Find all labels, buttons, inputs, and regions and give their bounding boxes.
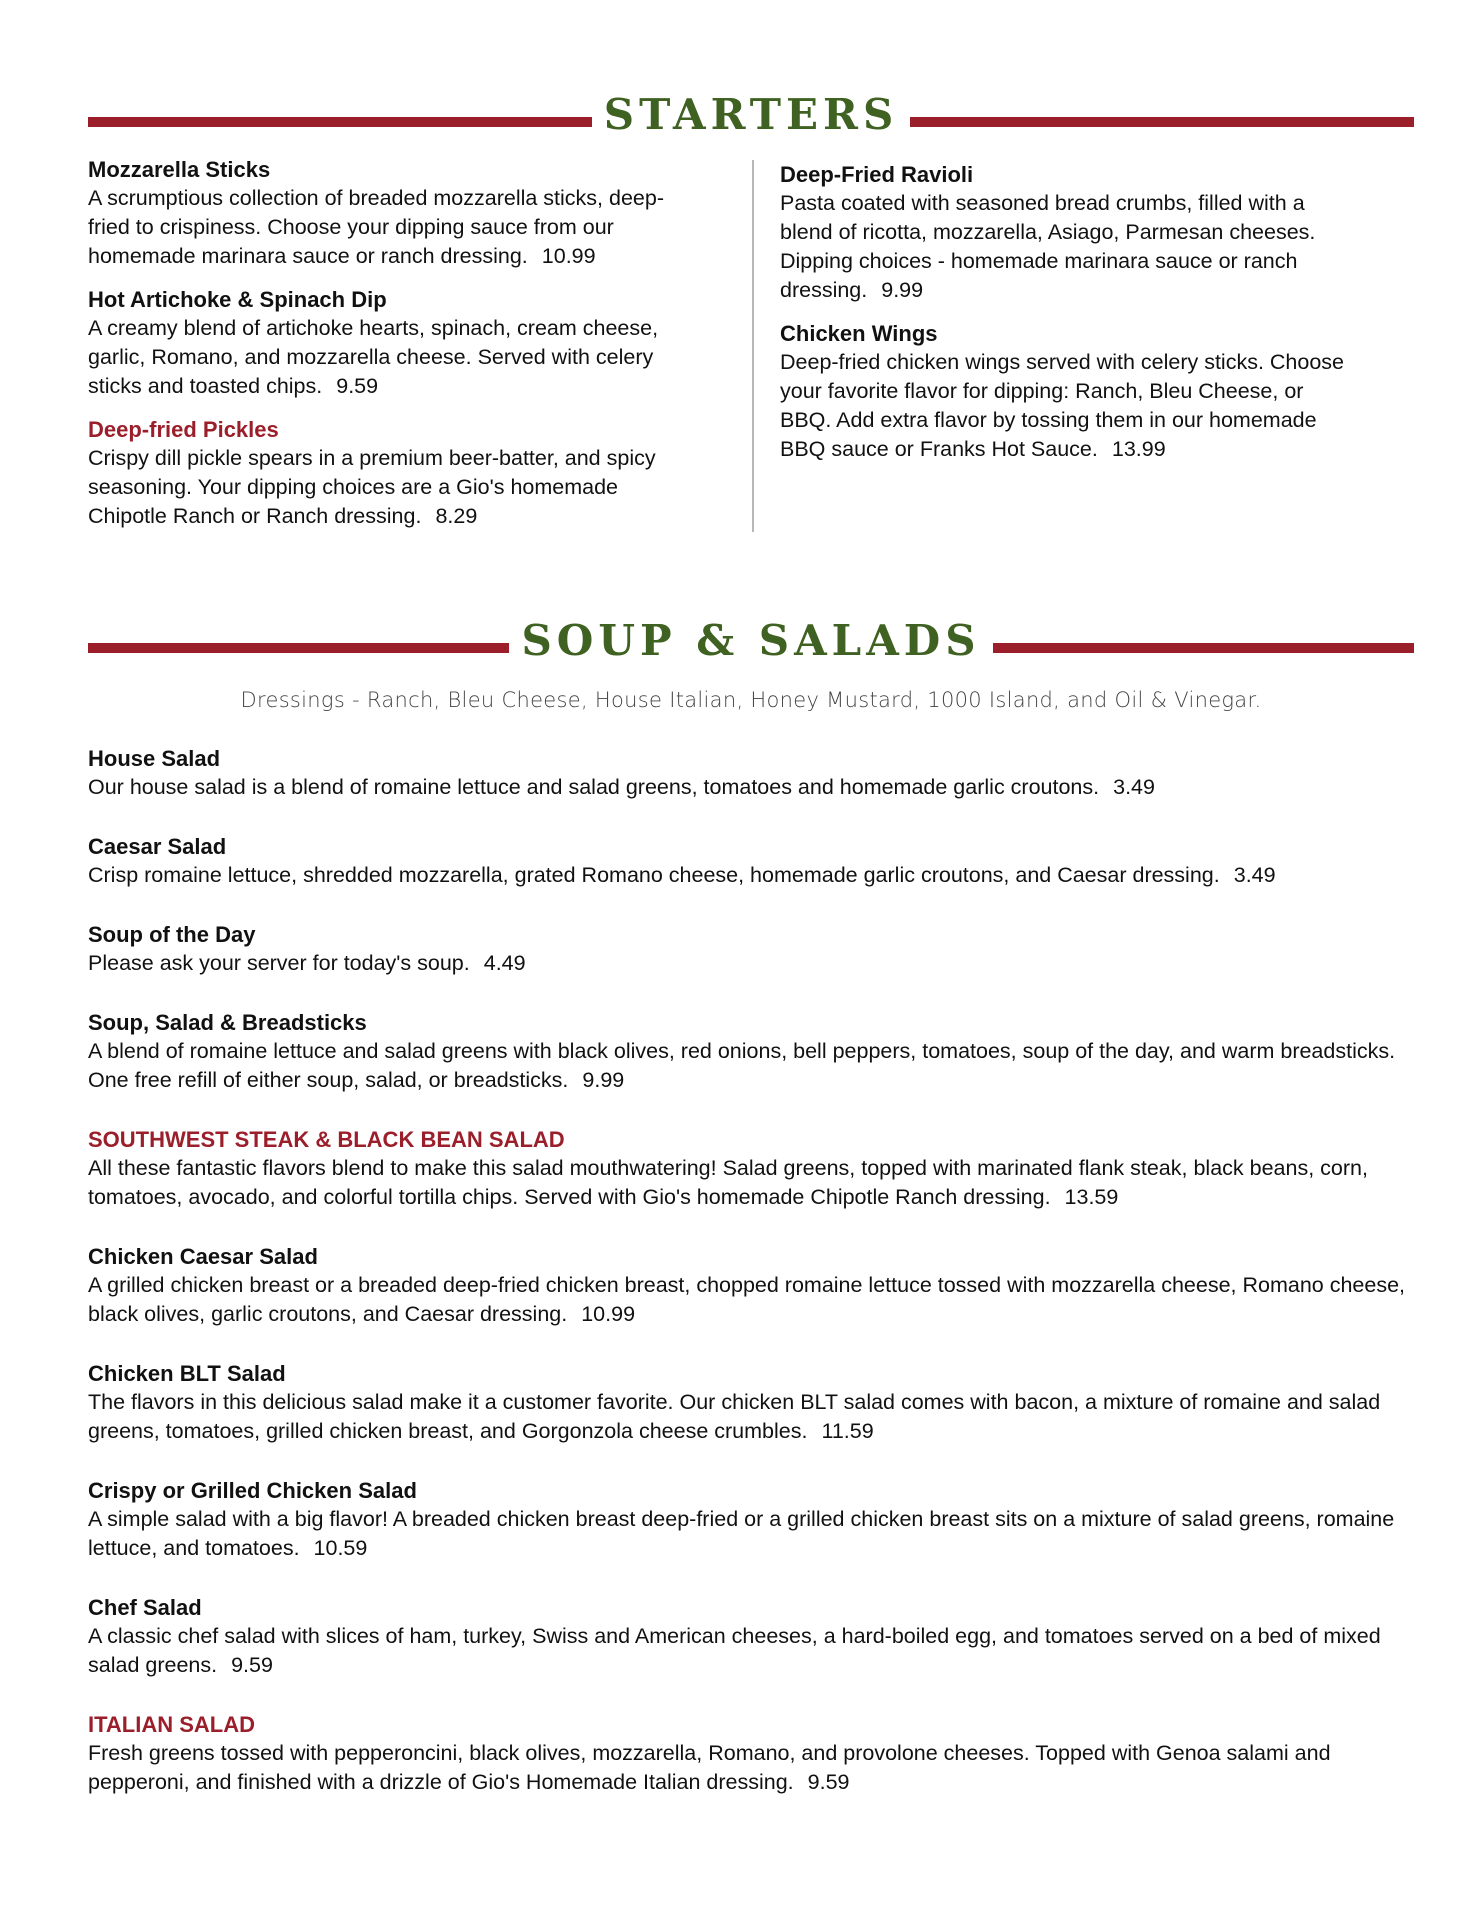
menu-item xyxy=(88,415,678,531)
menu-item-name: Soup, Salad & Breadsticks xyxy=(88,1010,367,1035)
menu-item-description xyxy=(88,773,1414,802)
menu-item-name: Deep-fried Pickles xyxy=(88,417,279,442)
menu-item-name: Soup of the Day xyxy=(88,922,256,947)
menu-item-price: 13.99 xyxy=(1111,437,1166,461)
menu-item-description-text: Crispy dill pickle spears in a premium beer-batter, and spicy seasoning. Your dipping choices are a Gio's homemade Chipotle Ranch or Ranch dressing. xyxy=(88,446,656,528)
menu-item-description xyxy=(88,1037,1414,1095)
menu-item-name: Chicken Wings xyxy=(780,321,938,346)
menu-item-description-text: Pasta coated with seasoned bread crumbs, filled with a blend of ricotta, mozzarella, Asiago, Parmesan cheeses. Dipping choices - homemade marinara sauce or ranch dressing. xyxy=(780,191,1316,302)
menu-item xyxy=(780,319,1360,464)
menu-item-price: 10.99 xyxy=(581,1302,636,1326)
menu-item-name: House Salad xyxy=(88,746,221,771)
menu-item-price: 3.49 xyxy=(1113,775,1155,799)
menu-item xyxy=(88,1710,1414,1797)
menu-item-name: Chicken Caesar Salad xyxy=(88,1244,318,1269)
soups-header xyxy=(88,616,1414,665)
header-rule-left xyxy=(88,643,509,653)
menu-item-description-text: Deep-fried chicken wings served with celery sticks. Choose your favorite flavor for dipping: Ranch, Bleu Cheese, or BBQ. Add extra flavor by tossing them in our homemade BBQ sauce or Franks Hot Sauce. xyxy=(780,350,1345,461)
menu-item-name: ITALIAN SALAD xyxy=(88,1712,256,1737)
soups-title: SOUP & SALADS xyxy=(521,616,981,665)
menu-item-description xyxy=(88,861,1414,890)
menu-item-description xyxy=(88,1388,1414,1446)
menu-item-description xyxy=(88,1505,1414,1563)
menu-item-description xyxy=(88,949,1414,978)
menu-item-price: 4.49 xyxy=(483,951,526,975)
dressings-note: Dressings - Ranch, Bleu Cheese, House Italian, Honey Mustard, 1000 Island, and Oil & Vinegar. xyxy=(240,688,1262,712)
header-rule-right xyxy=(910,117,1414,127)
salads-list xyxy=(88,744,1414,1827)
menu-item-price: 11.59 xyxy=(821,1419,874,1443)
menu-item xyxy=(88,832,1414,890)
starters-header xyxy=(88,90,1414,139)
menu-item-description-text: Crisp romaine lettuce, shredded mozzarella, grated Romano cheese, homemade garlic croutons, and Caesar dressing. xyxy=(88,863,1220,887)
menu-item-name: Hot Artichoke & Spinach Dip xyxy=(88,287,387,312)
menu-item-name: Chef Salad xyxy=(88,1595,202,1620)
menu-item-name: Deep-Fried Ravioli xyxy=(780,162,974,187)
menu-item-price: 10.99 xyxy=(541,244,596,268)
menu-item-price: 9.59 xyxy=(231,1653,273,1677)
menu-item-description xyxy=(88,314,678,401)
starters-right-column xyxy=(780,160,1360,478)
menu-item xyxy=(88,1359,1414,1446)
menu-item xyxy=(88,1593,1414,1680)
menu-item xyxy=(780,160,1360,305)
menu-item-description-text: Our house salad is a blend of romaine lettuce and salad greens, tomatoes and homemade garlic croutons. xyxy=(88,775,1100,799)
menu-item-description-text: A scrumptious collection of breaded mozzarella sticks, deep-fried to crispiness. Choose your dipping sauce from our homemade marinara sauce or ranch dressing. xyxy=(88,186,664,268)
menu-item-description-text: Please ask your server for today's soup. xyxy=(88,951,470,975)
menu-item-price: 13.59 xyxy=(1064,1185,1119,1209)
menu-item-price: 9.99 xyxy=(881,278,924,302)
menu-item-name: Caesar Salad xyxy=(88,834,227,859)
menu-item-name: SOUTHWEST STEAK & BLACK BEAN SALAD xyxy=(88,1127,565,1152)
menu-item-price: 9.99 xyxy=(582,1068,625,1092)
menu-item xyxy=(88,744,1414,802)
menu-item-price: 8.29 xyxy=(435,504,478,528)
menu-item-description-text: A classic chef salad with slices of ham, turkey, Swiss and American cheeses, a hard-boiled egg, and tomatoes served on a bed of mixed salad greens. xyxy=(88,1624,1381,1677)
menu-item xyxy=(88,1125,1414,1212)
menu-item-description xyxy=(88,1154,1414,1212)
menu-item-description-text: All these fantastic flavors blend to make this salad mouthwatering! Salad greens, topped with marinated flank steak, black beans, corn, tomatoes, avocado, and colorful tortilla chips. Served with Gio's homemade Chipotle Ranch dressing. xyxy=(88,1156,1368,1209)
menu-item xyxy=(88,1008,1414,1095)
header-rule-right xyxy=(993,643,1414,653)
starters-left-column xyxy=(88,155,678,545)
menu-item-name: Mozzarella Sticks xyxy=(88,157,271,182)
menu-item xyxy=(88,920,1414,978)
menu-item-description-text: A blend of romaine lettuce and salad greens with black olives, red onions, bell peppers, tomatoes, soup of the day, and warm breadsticks. One free refill of either soup, salad, or breadsticks. xyxy=(88,1039,1396,1092)
menu-item xyxy=(88,1476,1414,1563)
menu-item xyxy=(88,1242,1414,1329)
starters-title: STARTERS xyxy=(603,90,899,139)
menu-item-description xyxy=(780,189,1360,305)
menu-item-price: 9.59 xyxy=(336,374,379,398)
menu-item-description xyxy=(780,348,1360,464)
menu-item-description-text: A simple salad with a big flavor! A breaded chicken breast deep-fried or a grilled chicken breast sits on a mixture of salad greens, romaine lettuce, and tomatoes. xyxy=(88,1507,1395,1560)
menu-item-name: Chicken BLT Salad xyxy=(88,1361,286,1386)
menu-item-description xyxy=(88,1271,1414,1329)
menu-item-description xyxy=(88,184,678,271)
header-rule-left xyxy=(88,117,592,127)
menu-item-price: 10.59 xyxy=(313,1536,368,1560)
menu-item xyxy=(88,155,678,271)
menu-item-description xyxy=(88,1739,1414,1797)
menu-item-description-text: The flavors in this delicious salad make it a customer favorite. Our chicken BLT salad comes with bacon, a mixture of romaine and salad greens, tomatoes, grilled chicken breast, and Gorgonzola cheese crumbles. xyxy=(88,1390,1381,1443)
menu-item-price: 3.49 xyxy=(1233,863,1276,887)
menu-item-name: Crispy or Grilled Chicken Salad xyxy=(88,1478,417,1503)
menu-item xyxy=(88,285,678,401)
menu-item-description-text: Fresh greens tossed with pepperoncini, black olives, mozzarella, Romano, and provolone cheeses. Topped with Genoa salami and pepperoni, and finished with a drizzle of Gio's Homemade Italian dressing. xyxy=(88,1741,1331,1794)
menu-item-price: 9.59 xyxy=(807,1770,850,1794)
menu-item-description-text: A creamy blend of artichoke hearts, spinach, cream cheese, garlic, Romano, and mozzarella cheese. Served with celery sticks and toasted chips. xyxy=(88,316,659,398)
menu-item-description xyxy=(88,444,678,531)
menu-item-description xyxy=(88,1622,1414,1680)
menu-item-description-text: A grilled chicken breast or a breaded deep-fried chicken breast, chopped romaine lettuce tossed with mozzarella cheese, Romano cheese, black olives, garlic croutons, and Caesar dressing. xyxy=(88,1273,1406,1326)
column-divider xyxy=(752,160,754,532)
